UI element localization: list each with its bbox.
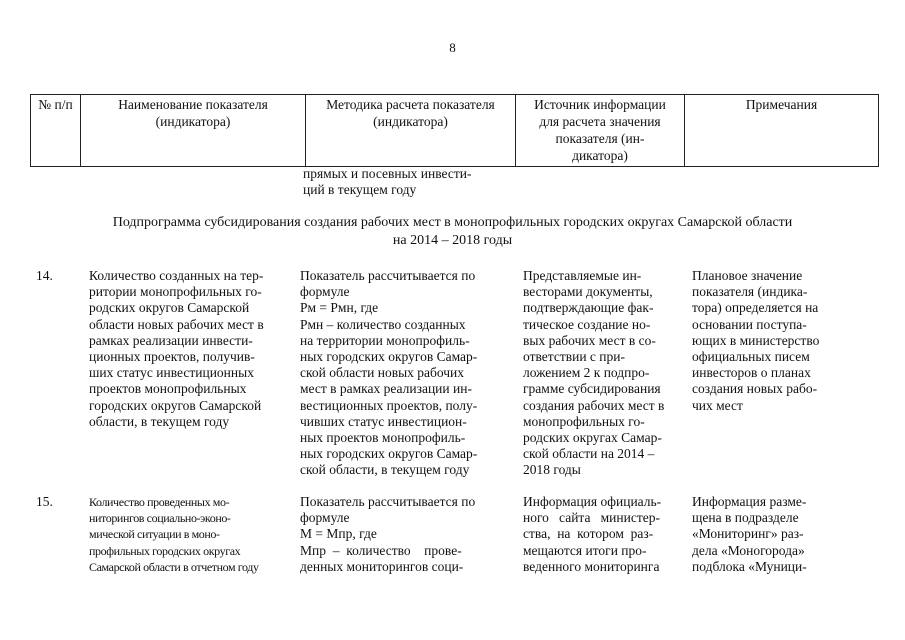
text-line: ного сайта министер- xyxy=(523,510,660,526)
text-line: весторами документы, xyxy=(523,284,653,300)
subprogram-title-line: на 2014 – 2018 годы xyxy=(392,233,513,248)
header-line: показателя (ин- xyxy=(555,131,645,146)
text-line: родских округах Самар- xyxy=(523,430,662,446)
subprogram-title-line: Подпрограмма субсидирования создания рабочих мест в монопрофильных городских округах Самарской области xyxy=(112,215,793,230)
text-line: грамме субсидирования xyxy=(523,381,661,397)
header-line: дикатора) xyxy=(572,148,628,163)
text-line: ложением 2 к подпро- xyxy=(523,365,650,381)
text-line: родских округов Самарской xyxy=(89,300,250,316)
text-line: создания рабочих мест в xyxy=(523,397,665,413)
text-line: ных городских округов Самар- xyxy=(300,349,478,365)
header-number xyxy=(31,95,81,167)
carryover-text xyxy=(303,166,471,198)
carryover-line: прямых и посевных инвести- xyxy=(303,166,472,181)
header-line: Источник информации xyxy=(534,97,666,112)
text-line: Pм = Pмн, где xyxy=(300,300,379,316)
header-line: Методика расчета показателя xyxy=(326,97,495,112)
text-line: ства, на котором раз- xyxy=(523,526,654,542)
header-number-label: № п/п xyxy=(38,97,73,112)
text-line: Показатель рассчитывается по xyxy=(300,494,476,509)
header-line: для расчета значения xyxy=(539,114,661,129)
row-notes xyxy=(692,494,807,575)
carryover-line: ций в текущем году xyxy=(303,182,417,198)
row-indicator-name xyxy=(89,268,264,430)
text-line: формуле xyxy=(300,510,350,526)
text-line: «Мониторинг» раз- xyxy=(692,526,804,542)
text-line: проектов монопрофильных xyxy=(89,381,247,397)
text-line: ской области новых рабочих xyxy=(300,365,465,381)
text-line: Представляемые ин- xyxy=(523,268,642,283)
text-line: подблока «Муници- xyxy=(692,558,807,574)
header-indicator-name xyxy=(81,95,306,167)
text-line: Плановое значение xyxy=(692,268,803,283)
text-line: ных городских округов Самар- xyxy=(300,446,478,462)
text-line: мещаются итоги про- xyxy=(523,542,647,558)
text-line: чивших статус инвестицион- xyxy=(300,413,467,429)
text-line: показателя (индика- xyxy=(692,284,808,300)
header-line: Наименование показателя xyxy=(118,97,268,112)
header-notes-label: Примечания xyxy=(745,97,818,112)
text-line: профильных городских округах xyxy=(89,543,241,558)
text-line: мической ситуации в моно- xyxy=(89,527,220,542)
text-line: чих мест xyxy=(692,397,743,413)
text-line: ниторингов социально-эконо- xyxy=(89,511,231,526)
text-line: ных проектов монопрофиль- xyxy=(300,430,466,446)
text-line: монопрофильных го- xyxy=(523,413,645,429)
text-line: инвесторов о планах xyxy=(692,365,811,381)
header-line: (индикатора) xyxy=(155,114,231,129)
text-line: Показатель рассчитывается по xyxy=(300,268,476,283)
table-header xyxy=(30,94,879,167)
text-line: на территории монопрофиль- xyxy=(300,332,470,348)
text-line: ритории монопрофильных го- xyxy=(89,284,262,300)
text-line: дела «Моногорода» xyxy=(692,542,805,558)
text-line: Mпр – количество прове- xyxy=(300,542,462,558)
text-line: рамках реализации инвести- xyxy=(89,332,253,348)
text-line: вых рабочих мест в со- xyxy=(523,332,656,348)
row-source xyxy=(523,268,664,479)
text-line: мест в рамках реализации ин- xyxy=(300,381,472,397)
text-line: Самарской области в отчетном году xyxy=(89,559,259,574)
text-line: создания новых рабо- xyxy=(692,381,818,397)
page-number: 8 xyxy=(449,40,456,55)
text-line: денных мониторингов соци- xyxy=(300,558,464,574)
text-line: подтверждающие фак- xyxy=(523,300,654,316)
header-source xyxy=(516,95,685,167)
text-line: ской области, в текущем году xyxy=(300,462,470,478)
text-line: 2018 годы xyxy=(523,462,581,478)
text-line: вестиционных проектов, полу- xyxy=(300,397,478,413)
text-line: ответствии с при- xyxy=(523,349,625,365)
text-line: городских округов Самарской xyxy=(89,397,262,413)
text-line: области новых рабочих мест в xyxy=(89,316,264,332)
row-number: 14. xyxy=(36,268,53,283)
text-line: тора) определяется на xyxy=(692,300,819,316)
header-method xyxy=(306,95,516,167)
text-line: M = Mпр, где xyxy=(300,526,377,542)
subprogram-title xyxy=(20,214,885,250)
text-line: ших статус инвестиционных xyxy=(89,365,254,381)
text-line: Количество созданных на тер- xyxy=(89,268,264,283)
row-source xyxy=(523,494,661,575)
row-method xyxy=(300,268,477,479)
text-line: веденного мониторинга xyxy=(523,558,660,574)
text-line: ской области на 2014 – xyxy=(523,446,655,462)
row-number: 15. xyxy=(36,494,53,509)
text-line: тическое создание но- xyxy=(523,316,651,332)
text-line: формуле xyxy=(300,284,350,300)
text-line: Pмн – количество созданных xyxy=(300,316,466,332)
text-line: области, в текущем году xyxy=(89,413,230,429)
row-indicator-name xyxy=(89,494,259,575)
text-line: Информация официаль- xyxy=(523,494,662,509)
row-notes xyxy=(692,268,819,414)
text-line: Информация разме- xyxy=(692,494,807,509)
text-line: ционных проектов, получив- xyxy=(89,349,255,365)
header-notes xyxy=(685,95,879,167)
row-method xyxy=(300,494,475,575)
header-line: (индикатора) xyxy=(373,114,448,129)
text-line: щена в подразделе xyxy=(692,510,799,526)
text-line: официальных писем xyxy=(692,349,810,365)
text-line: Количество проведенных мо- xyxy=(89,495,230,509)
text-line: ющих в министерство xyxy=(692,332,820,348)
text-line: основании поступа- xyxy=(692,316,807,332)
